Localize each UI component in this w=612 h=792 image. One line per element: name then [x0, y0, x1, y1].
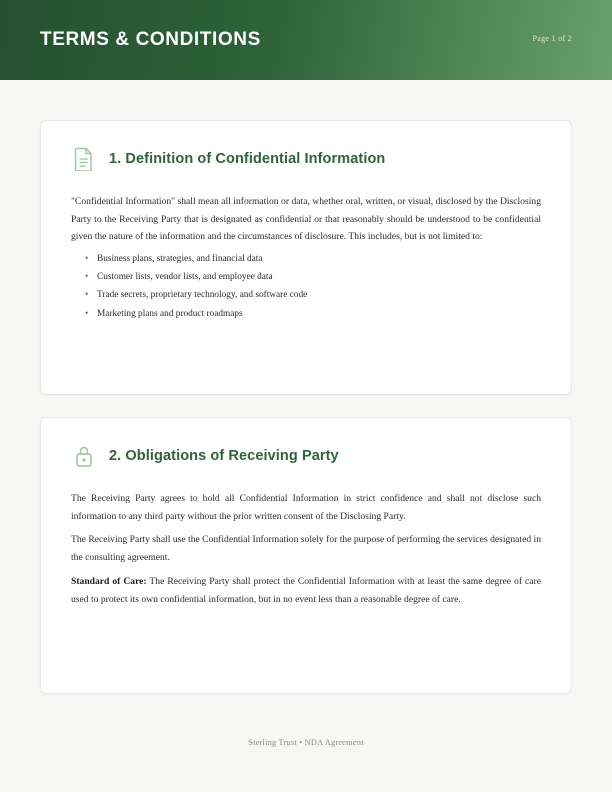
list-item: • Business plans, strategies, and financial data: [97, 250, 541, 268]
definition-bullet-list: [71, 250, 541, 323]
section-card-definition: [40, 120, 572, 395]
page-indicator: Page 1 of 2: [532, 34, 572, 43]
document-header: [0, 0, 612, 80]
section-header: [71, 147, 541, 171]
document-content: [0, 80, 612, 694]
list-item: • Marketing plans and product roadmaps: [97, 305, 541, 323]
section-title: 1. Definition of Confidential Information: [109, 151, 386, 167]
section-paragraph: "Confidential Information" shall mean all information or data, whether oral, written, or visual, disclosed by the Disclosing Party to the Receiving Party that is designated as confidential or that reasonably should be understood to be confidential given the nature of the information and the circumstances of disclosure. This includes, but is not limited to:: [71, 196, 541, 243]
standard-of-care-text: The Receiving Party shall protect the Confidential Information with at least the same degree of care used to protect its own confidential information, but in no event less than a reasonable degree of care.: [71, 575, 541, 605]
list-item: • Trade secrets, proprietary technology, and software code: [97, 286, 541, 304]
section-paragraph-1: The Receiving Party agrees to hold all Confidential Information in strict confidence and shall not disclose such information to any third party without the prior written consent of the Disclosing Party.: [71, 493, 541, 522]
section-paragraph-2: The Receiving Party shall use the Confidential Information solely for the purpose of performing the services designated in the consulting agreement.: [71, 534, 541, 564]
section-paragraph-3: [71, 573, 541, 608]
document-icon: [73, 147, 95, 171]
section-card-obligations: [40, 417, 572, 694]
section-header: [71, 444, 541, 468]
section-title: 2. Obligations of Receiving Party: [109, 448, 339, 464]
lock-icon: [73, 444, 95, 468]
list-item: • Customer lists, vendor lists, and employee data: [97, 268, 541, 286]
page-title: TERMS & CONDITIONS: [40, 29, 261, 50]
document-footer: Sterling Trust • NDA Agreement: [248, 738, 364, 747]
standard-of-care-label: Standard of Care:: [71, 575, 147, 587]
